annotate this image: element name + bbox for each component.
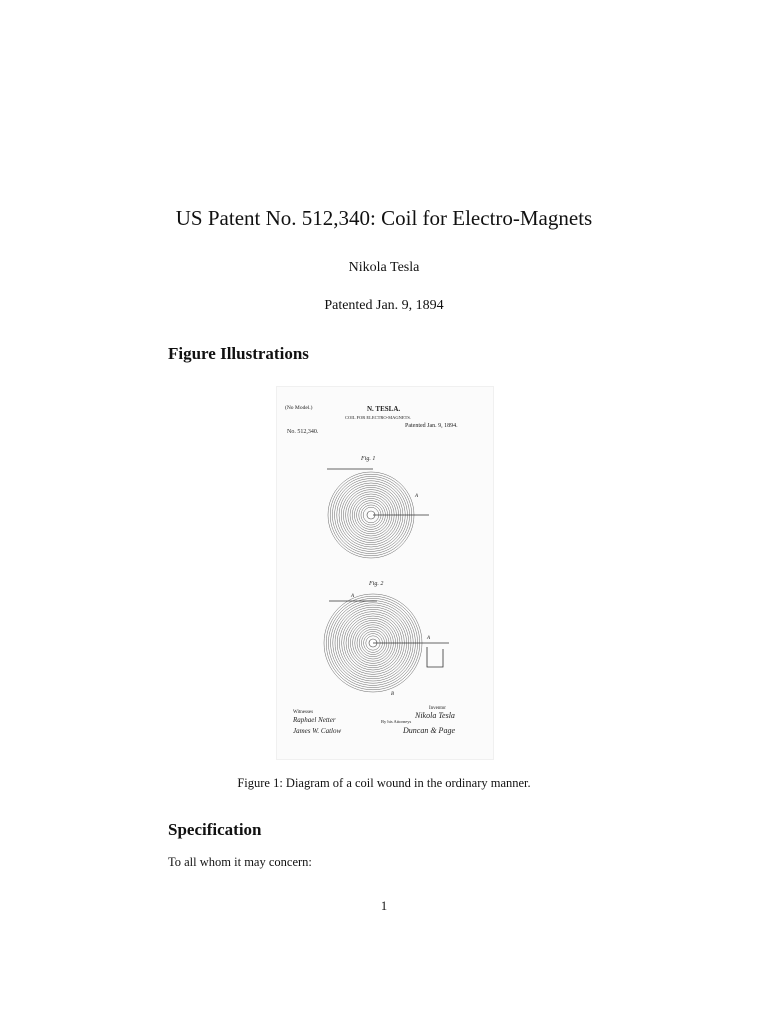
fig2-loop-lead	[427, 647, 443, 667]
model-note: (No Model.)	[285, 405, 313, 411]
fig2-label-a: A	[351, 594, 355, 599]
patent-drawing-sheet	[277, 387, 493, 759]
witnesses-label: Witnesses	[293, 710, 314, 715]
patent-drawing-figure	[276, 386, 494, 760]
patent-date: Patented Jan. 9, 1894	[324, 298, 444, 313]
fig2-label-a2: A	[427, 636, 431, 641]
fig1-label: Fig. 1	[361, 456, 376, 462]
fig2-label-b: B	[391, 692, 395, 697]
sheet-subtitle: COIL FOR ELECTRO-MAGNETS.	[345, 415, 411, 420]
witness-signature-2: James W. Catlow	[293, 727, 342, 735]
inventor-header: N. TESLA.	[367, 405, 401, 413]
inventor-signature: Nikola Tesla	[415, 711, 455, 720]
fig2-label: Fig. 2	[369, 581, 384, 587]
paper-title: US Patent No. 512,340: Coil for Electro-Magnets	[175, 206, 593, 230]
fig1-label-a: A	[415, 494, 419, 499]
inventor-label: Inventor	[429, 706, 446, 711]
page-number: 1	[380, 899, 388, 913]
figure-caption: Figure 1: Diagram of a coil wound in the ordinary manner.	[237, 776, 531, 790]
sheet-patent-date: Patented Jan. 9, 1894.	[405, 423, 458, 429]
sheet-patent-number: No. 512,340.	[287, 429, 319, 435]
witness-signature-1: Raphael Netter	[293, 716, 336, 724]
attorneys-label: By his Attorneys	[381, 719, 412, 724]
section-heading-specification: Specification	[168, 820, 262, 839]
attorneys-signature: Duncan & Page	[403, 726, 455, 735]
section-heading-figures: Figure Illustrations	[168, 344, 309, 363]
author-name: Nikola Tesla	[348, 260, 420, 275]
specification-intro: To all whom it may concern:	[168, 855, 312, 869]
